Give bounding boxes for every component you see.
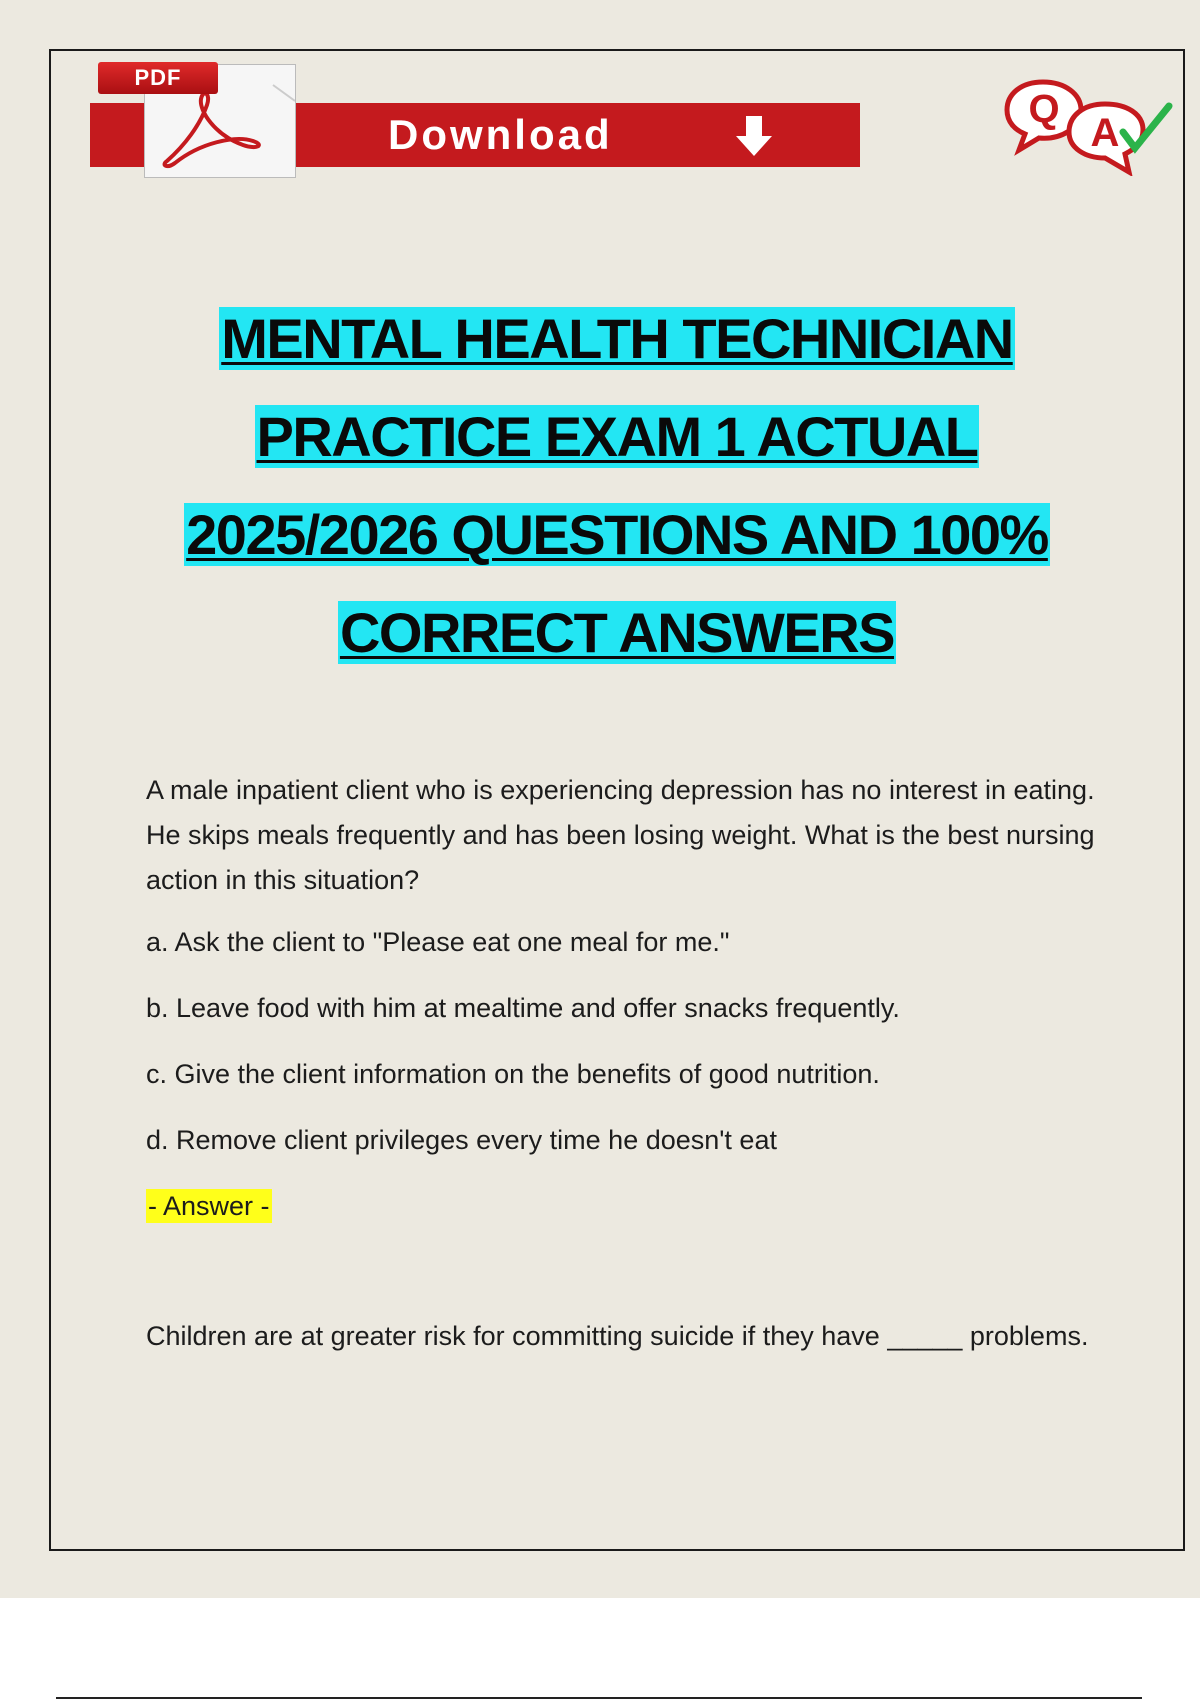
download-arrow-icon	[730, 112, 778, 160]
question-1-text: A male inpatient client who is experiencing depression has no interest in eating. He skips meals frequently and has been losing weight. What is the best nursing action in this situation?	[146, 775, 1095, 895]
title-line: CORRECT ANSWERS	[339, 601, 895, 664]
option-b: b. Leave food with him at mealtime and offer snacks frequently.	[146, 993, 900, 1023]
document-title	[60, 290, 1174, 682]
question-content	[146, 768, 1106, 1386]
question-2-text: Children are at greater risk for committing suicide if they have _____ problems.	[146, 1321, 1089, 1351]
footer-divider	[56, 1697, 1142, 1699]
option-a: a. Ask the client to "Please eat one meal for me."	[146, 927, 730, 957]
qa-logo	[1003, 76, 1173, 176]
title-line: PRACTICE EXAM 1 ACTUAL	[256, 405, 978, 468]
logo-q-letter: Q	[1028, 87, 1060, 131]
title-line: MENTAL HEALTH TECHNICIAN	[221, 307, 1013, 370]
pdf-download-banner[interactable]	[90, 58, 860, 178]
download-label[interactable]: Download	[388, 111, 613, 158]
title-line: 2025/2026 QUESTIONS AND 100%	[186, 503, 1048, 566]
option-d: d. Remove client privileges every time he doesn't eat	[146, 1125, 777, 1155]
logo-a-letter: A	[1090, 111, 1120, 155]
option-c: c. Give the client information on the benefits of good nutrition.	[146, 1059, 880, 1089]
pdf-tab-label: PDF	[98, 62, 218, 94]
answer-label: - Answer -	[148, 1191, 270, 1221]
